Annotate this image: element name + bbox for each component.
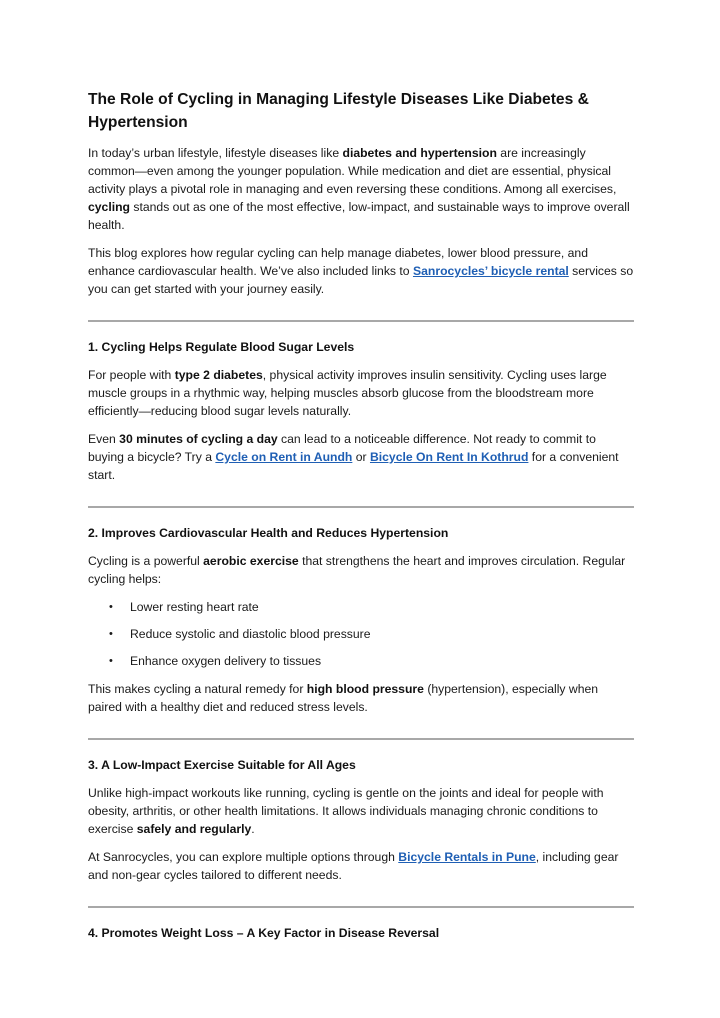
bullet-icon: • xyxy=(109,628,113,640)
section-4-heading: 4. Promotes Weight Loss – A Key Factor in Disease Reversal xyxy=(88,926,440,940)
link-bicycle-rentals-pune[interactable]: Bicycle Rentals in Pune xyxy=(398,850,536,864)
list-item: • Enhance oxygen delivery to tissues xyxy=(109,654,322,668)
list-item: • Lower resting heart rate xyxy=(109,600,259,614)
section-1-paragraph-2: Even 30 minutes of cycling a day can lead to a noticeable difference. Not ready to commit to buying a bicycle? Try a Cycle on Rent in Aundh or Bicycle On Rent In Kothrud for a convenient start. xyxy=(88,432,619,482)
article-title: The Role of Cycling in Managing Lifestyle Diseases Like Diabetes & Hypertension xyxy=(88,91,589,131)
section-divider xyxy=(88,506,634,508)
section-divider xyxy=(88,906,634,908)
link-bicycle-on-rent-kothrud[interactable]: Bicycle On Rent In Kothrud xyxy=(369,450,529,464)
link-sanrocycles-bicycle-rental[interactable]: Sanrocycles’ bicycle rental xyxy=(412,264,569,278)
bullet-icon: • xyxy=(109,655,113,667)
bold-cycling: cycling xyxy=(88,200,130,214)
bold-aerobic-exercise: aerobic exercise xyxy=(203,554,299,568)
section-2-paragraph-2: This makes cycling a natural remedy for high blood pressure (hypertension), especially when paired with a healthy diet and reduced stress levels. xyxy=(88,682,599,714)
link-cycle-on-rent-aundh[interactable]: Cycle on Rent in Aundh xyxy=(215,450,353,464)
section-divider xyxy=(88,320,634,322)
section-1-heading: 1. Cycling Helps Regulate Blood Sugar Levels xyxy=(88,340,355,354)
section-1-paragraph-1: For people with type 2 diabetes, physical activity improves insulin sensitivity. Cycling uses large muscle groups in a rhythmic way, helping muscles absorb glucose from the bloodstream more efficiently—reducing blood sugar levels naturally. xyxy=(88,368,607,418)
bold-diabetes-hypertension: diabetes and hypertension xyxy=(342,146,497,160)
bold-30-minutes: 30 minutes of cycling a day xyxy=(119,432,278,446)
intro-paragraph-2: This blog explores how regular cycling can help manage diabetes, lower blood pressure, and enhance cardiovascular health. We’ve also included links to Sanrocycles’ bicycle rental services so you can get started with your journey easily. xyxy=(88,246,634,296)
section-3-paragraph-2: At Sanrocycles, you can explore multiple options through Bicycle Rentals in Pune, including gear and non-gear cycles tailored to different needs. xyxy=(88,850,619,882)
bold-safely-regularly: safely and regularly xyxy=(136,822,252,836)
section-divider xyxy=(88,738,634,740)
section-2-heading: 2. Improves Cardiovascular Health and Reduces Hypertension xyxy=(88,526,449,540)
section-3-paragraph-1: Unlike high-impact workouts like running, cycling is gentle on the joints and ideal for people with obesity, arthritis, or other health limitations. It allows individuals managing chronic conditions to exercise safely and regularly. xyxy=(88,786,604,836)
bullet-icon: • xyxy=(109,601,113,613)
intro-paragraph-1: In today’s urban lifestyle, lifestyle diseases like diabetes and hypertension are increasingly common—even among the younger population. While medication and diet are essential, physical activity plays a pivotal role in managing and even reversing these conditions. Among all exercises, cycling stands out as one of the most effective, low-impact, and sustainable ways to improve overall health. xyxy=(88,146,630,232)
benefits-list xyxy=(88,598,634,670)
bold-type-2-diabetes: type 2 diabetes xyxy=(174,368,263,382)
list-item: • Reduce systolic and diastolic blood pressure xyxy=(109,627,371,641)
article-body xyxy=(88,88,634,952)
section-3-heading: 3. A Low-Impact Exercise Suitable for All Ages xyxy=(88,758,356,772)
section-2-paragraph-1: Cycling is a powerful aerobic exercise that strengthens the heart and improves circulation. Regular cycling helps: xyxy=(88,554,626,586)
bold-high-blood-pressure: high blood pressure xyxy=(306,682,424,696)
